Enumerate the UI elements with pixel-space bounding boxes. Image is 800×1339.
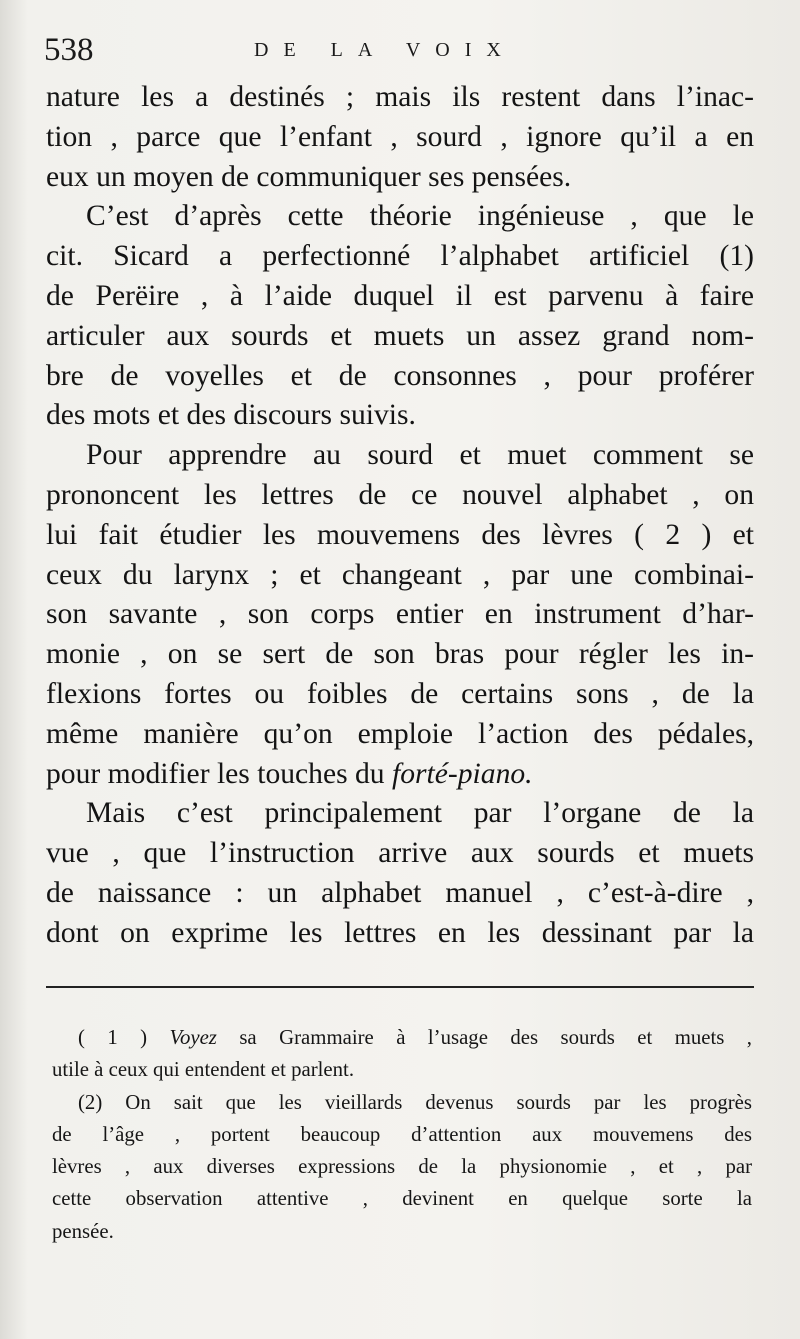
footnote-line: de l’âge , portent beaucoup d’attention aux mouvemens des bbox=[52, 1122, 752, 1146]
text-line: tion , parce que l’enfant , sourd , ignore qu’il a en bbox=[46, 120, 754, 153]
text-line: articuler aux sourds et muets un assez grand nom- bbox=[46, 319, 754, 352]
footnote-line: cette observation attentive , devinent en quelque sorte la bbox=[52, 1187, 752, 1211]
footnote-marker: ( 1 ) bbox=[78, 1026, 148, 1049]
footnotes bbox=[52, 1022, 752, 1248]
text-line: C’est d’après cette théorie ingénieuse , que le bbox=[86, 200, 754, 233]
footnote-line: pensée. bbox=[52, 1219, 114, 1243]
text-line: eux un moyen de communiquer ses pensées. bbox=[46, 160, 572, 193]
page-number: 538 bbox=[44, 32, 94, 68]
footnote-text: sa Grammaire à l’usage des sourds et muets , bbox=[239, 1026, 752, 1049]
text-line: lui fait étudier les mouvemens des lèvres ( 2 ) et bbox=[46, 518, 754, 551]
text-line: vue , que l’instruction arrive aux sourds et muets bbox=[46, 837, 754, 870]
text-line: monie , on se sert de son bras pour régler les in- bbox=[46, 638, 754, 671]
running-title: DE LA VOIX bbox=[254, 39, 516, 61]
running-head bbox=[44, 30, 760, 70]
text-line: des mots et des discours suivis. bbox=[46, 399, 416, 432]
text-line: bre de voyelles et de consonnes , pour proférer bbox=[46, 359, 754, 392]
text-line: prononcent les lettres de ce nouvel alphabet , on bbox=[46, 478, 754, 511]
text-line: pour modifier les touches du bbox=[46, 757, 385, 790]
text-line: Pour apprendre au sourd et muet comment se bbox=[86, 439, 754, 472]
text-line: de Perëire , à l’aide duquel il est parvenu à faire bbox=[46, 279, 754, 312]
text-line: son savante , son corps entier en instrument d’har- bbox=[46, 598, 754, 631]
italic-term: forté-piano. bbox=[392, 757, 533, 790]
text-line: même manière qu’on emploie l’action des pédales, bbox=[46, 717, 754, 750]
footnote-italic: Voyez bbox=[169, 1026, 217, 1049]
text-line: Mais c’est principalement par l’organe de la bbox=[86, 797, 754, 830]
footnote-line: utile à ceux qui entendent et parlent. bbox=[52, 1058, 355, 1082]
main-text bbox=[46, 78, 754, 954]
footnote-line bbox=[52, 1022, 752, 1054]
footnote-line: (2) On sait que les vieillards devenus sourds par les progrès bbox=[78, 1090, 752, 1114]
text-line: nature les a destinés ; mais ils restent dans l’inac- bbox=[46, 81, 754, 113]
text-line-with-italic bbox=[46, 755, 754, 795]
text-line: de naissance : un alphabet manuel , c’est-à-dire , bbox=[46, 876, 754, 909]
text-line: cit. Sicard a perfectionné l’alphabet artificiel (1) bbox=[46, 240, 754, 273]
footnote-line: lèvres , aux diverses expressions de la physionomie , et , par bbox=[52, 1155, 752, 1179]
footnote-divider bbox=[46, 986, 754, 988]
text-line: dont on exprime les lettres en les dessinant par la bbox=[46, 916, 754, 949]
text-line: flexions fortes ou foibles de certains sons , de la bbox=[46, 677, 754, 710]
text-line: ceux du larynx ; et changeant , par une combinai- bbox=[46, 558, 754, 591]
